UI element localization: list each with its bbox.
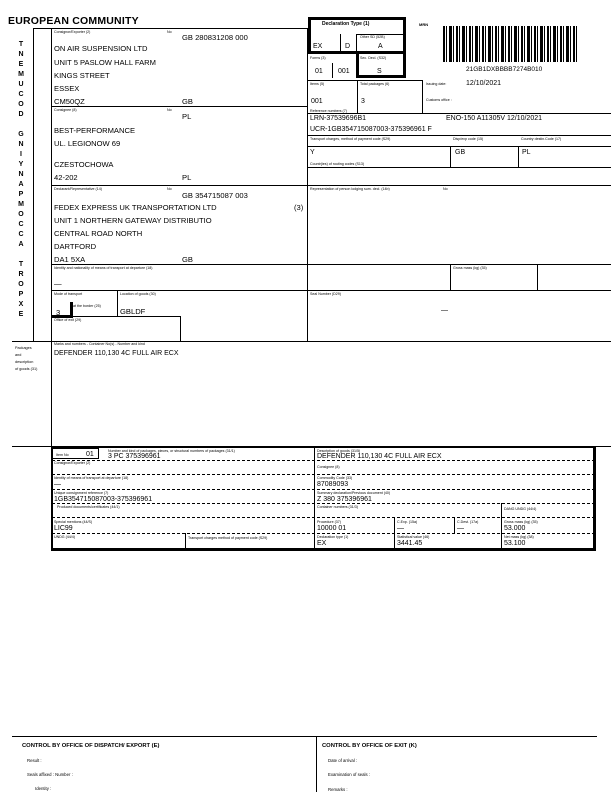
office-exit-label: Office of exit (29) [54,318,82,322]
item-identity-label: Identity of means of transport at departure (18) [54,476,129,480]
gross-mass-label: Gross mass (kg) (35) [453,266,487,270]
sec-decl-value: S [377,68,382,75]
goods-description: DEFENDER 110,130 4C FULL AIR ECX [54,350,179,357]
decl-type-value: EX [317,540,327,547]
summary-value: Z 380 375396961 [317,496,372,503]
item-gross-value: 53.000 [504,525,526,532]
declaration-code-1: EX [313,43,323,50]
identity-departure-label: Identity and nationality of means of transport at departure (18) [54,266,153,270]
c-exp-label: C.Exp. (15a) [397,520,418,524]
procedure-label: Procedure (37) [317,520,341,524]
identity-departure-value: — [54,279,62,288]
c-dest-value: — [457,525,464,532]
seal-value: — [441,307,448,314]
decl-type-label: Declaration type (1) [317,535,349,539]
declarant-line-3: CENTRAL ROAD NORTH [54,229,143,238]
declarant-country: GB [182,255,193,264]
destination-country-label: Country destin.Code (17) [521,137,562,141]
commodity-value: 87089093 [317,481,349,488]
declarant-no-label: No [167,187,172,191]
consignee-line-2: UL. LEGIONOW 69 [54,139,121,148]
consignor-line-5: CM50QZ [54,97,85,106]
commodity-label: Commodity Code (33) [317,476,353,480]
control-exit-title: CONTROL BY OFFICE OF EXIT (K) [322,743,417,749]
consignor-country: GB [182,97,193,106]
location-goods-value: GBLDF [120,307,146,316]
item-ucr-value: 1GB354715087003-375396961 [54,496,153,503]
transport-charges-label: Transport charges, method of payment code (S29) [310,137,391,141]
stat-value-label: Statistical value (46) [397,535,430,539]
control-dispatch-seals: Seals affixed : Number : [27,772,73,777]
c-dest-label: C.Dest. (17a) [457,520,479,524]
net-mass-value: 53.100 [504,540,526,547]
item-consignor-label: Consignor/Exporter (2) [54,461,91,465]
special-mentions-value: LIC99 [54,525,73,532]
consignee-no-label: No [167,108,172,112]
consignor-no-label: No [167,30,172,34]
customs-office-label: Customs office : [426,98,452,102]
issuing-date-label: Issuing date: [426,82,447,86]
items-value: 001 [311,98,323,105]
forms-value-2: 001 [338,68,350,75]
destination-country-value: PL [522,149,531,156]
consignee-line-5: 42-202 [54,173,78,182]
consignee-eori: PL [182,112,192,121]
marks-label: Marks and numbers - Container No(s) - Number and kind [54,342,145,346]
item-no-value: 01 [86,451,94,458]
seal-label: Seal Number (D29) [310,292,341,296]
control-dispatch-result: Result : [27,758,42,763]
declarant-line-1: FEDEX EXPRESS UK TRANSPORTATION LTD [54,203,217,212]
declarant-line-4: DARTFORD [54,242,97,251]
consignor-line-4: ESSEX [54,84,80,93]
consignor-line-3: KINGS STREET [54,71,110,80]
declarant-line-2: UNIT 1 NORTHERN GATEWAY DISTRIBUTIO [54,216,212,225]
item-description-label: Description of goods (31/5) [317,449,361,453]
control-exit-remarks: Remarks : [328,787,348,792]
forms-value-1: 01 [315,68,323,75]
declarant-line-5: DA1 5XA [54,255,86,264]
issuing-date: 12/10/2021 [466,80,502,87]
declarant-eori: GB 354715087 003 [182,191,248,200]
mode-transport-value: 3 [56,308,61,317]
forms-label: Forms (3) [310,56,326,60]
mrn-number: 21GB1DXBBBB7274B010 [466,66,543,73]
side-text: T N E M U C O D G N I Y N A P M O C C A T R O P X E [18,41,24,318]
consignee-line-1: BEST-PERFORMANCE [54,126,136,135]
item-description-value: DEFENDER 110,130 4C FULL AIR ECX [317,453,442,460]
consignor-line-1: ON AIR SUSPENSION LTD [54,44,148,53]
stat-value: 3441.45 [397,540,423,547]
other-sd-value: A [378,43,383,50]
border-label: at the border (25) [73,304,101,308]
location-goods-label: Location of goods (30) [120,292,156,296]
items-label: Items (5) [310,82,325,86]
total-packages-value: 3 [361,98,365,105]
control-exit-seals: Examination of seals : [328,772,371,777]
control-dispatch-identity: Identity : [35,786,52,791]
consignor-eori: GB 280831208 000 [182,33,248,42]
item-packages-label: Number and kind of packages, pieces, or structural numbers of packages (31/1) [108,449,235,453]
mrn-barcode [443,26,578,62]
consignee-line-4: CZESTOCHOWA [54,160,114,169]
consignee-label: Consignee (8) [54,108,77,112]
declarant-status: (3) [294,203,304,212]
dang-label: DANG UNDG (44/4) [504,507,537,511]
control-exit-arrival: Date of arrival : [328,758,358,763]
transport-charges-value: Y [310,149,315,156]
item-ucr-label: Unique consignment reference (7) [54,491,109,495]
item-no-label: Item No [56,453,69,457]
total-packages-label: Total packages (6) [360,82,390,86]
lrn-value: LRN-37539696B1 [310,115,367,122]
sec-decl-label: Sec. Decl. (S32) [360,56,387,60]
item-gross-label: Gross mass (kg) (35) [504,520,538,524]
declaration-type-title: Declaration Type (1) [322,21,370,27]
item-consignee-label: Consignee (8) [317,465,340,469]
declaration-code-2: D [345,43,351,50]
item-packages-value: 3 PC 375396961 [108,453,161,460]
reference-label: Reference numbers (7) [310,109,347,113]
mrn-label: MRN [419,22,429,27]
document-title: EUROPEAN COMMUNITY [8,15,139,27]
dispatch-country-value: GB [455,149,466,156]
c-exp-value: — [397,525,404,532]
dispatch-country-label: Disp/exp code (15) [453,137,484,141]
item-identity-value: — [54,481,61,488]
undg-label: UNDG (44/4) [54,535,75,539]
declarant-label: Declarant/Representative (14) [54,187,102,191]
control-dispatch-title: CONTROL BY OFFICE OF DISPATCH/ EXPORT (E) [22,743,160,749]
special-mentions-label: Special mentions (44/S) [54,520,93,524]
representation-label: Representation of person lodging sum. decl. (14b) [310,187,390,191]
routing-label: Countr(ies) of routing codes (S13) [310,162,365,166]
mode-transport-label: Mode of transport [54,292,83,296]
consignee-country: PL [182,173,192,182]
packages-side-label: Packages and description of goods (31) [15,346,38,371]
produced-docs-label: Produced documents/certificates (44/1) [57,505,120,509]
container-label: Container numbers (31/3) [317,505,358,509]
ucr-value: UCR-1GB354715087003-375396961 F [310,126,432,133]
other-sd-label: Other SD (52B) [360,35,385,39]
net-mass-label: Net mass (kg) (38) [504,535,534,539]
item-transport-label: Transport charges method of payment code (S29) [188,536,268,540]
summary-label: Summary declaration/Previous document (40) [317,491,391,495]
representation-no-label: No [443,187,448,191]
eno-value: ENO-150 A11305V 12/10/2021 [446,115,543,122]
consignor-line-2: UNIT 5 PASLOW HALL FARM [54,58,156,67]
procedure-value: 10000 01 [317,525,347,532]
consignor-label: Consignor/Exporter (2) [54,30,91,34]
